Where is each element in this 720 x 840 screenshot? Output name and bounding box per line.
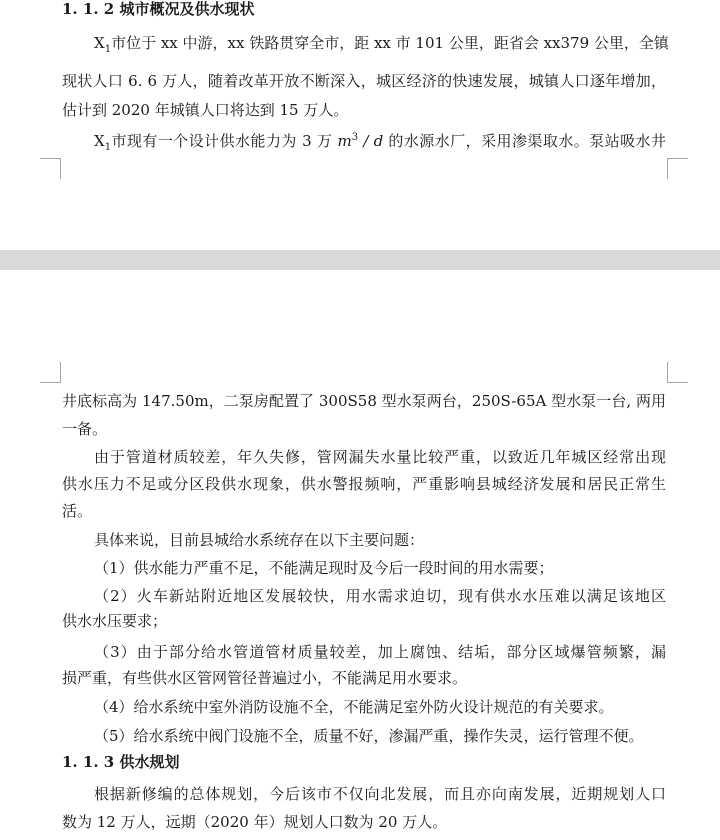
margin-corner-mark: [667, 158, 688, 179]
paragraph-line: 根据新修编的总体规划，今后该市不仅向北发展，而且亦向南发展，近期规划人口: [94, 785, 666, 803]
x-subscript: 1: [104, 142, 112, 153]
paragraph-line: 井底标高为 147.50m，二泵房配置了 300S58 型水泵两台，250S-65A 型水泵一台, 两用: [62, 392, 666, 410]
paragraph-line: 活。: [62, 502, 93, 520]
list-item: （1）供水能力严重不足，不能满足现时及今后一段时间的用水需要；: [94, 559, 554, 577]
unit-d: d: [373, 132, 384, 150]
margin-corner-mark: [40, 362, 61, 383]
paragraph-line: 估计到 2020 年城镇人口将达到 15 万人。: [62, 101, 349, 119]
paragraph-text: 市位于 xx 中游，xx 铁路贯穿全市，距 xx 市 101 公里，距省会 xx379 公里，全镇: [111, 34, 669, 52]
list-item: （4）给水系统中室外消防设施不全，不能满足室外防火设计规范的有关要求。: [94, 698, 614, 716]
paragraph-text: 的水源水厂，采用渗渠取水。泵站吸水井: [383, 132, 666, 150]
heading-number: 1. 1. 2: [62, 0, 115, 18]
unit-separator: /: [358, 132, 374, 150]
margin-corner-mark: [667, 362, 688, 383]
margin-corner-mark: [40, 158, 61, 179]
paragraph-text: 市现有一个设计供水能力为 3 万: [111, 132, 338, 150]
list-item: （5）给水系统中阀门设施不全，质量不好，渗漏严重，操作失灵，运行管理不便。: [94, 727, 644, 745]
paragraph-line: [94, 33, 669, 55]
x-label: X: [94, 34, 105, 52]
page-separator: [0, 250, 720, 270]
x-label: X: [94, 132, 105, 150]
paragraph-line: 具体来说，目前县城给水系统存在以下主要问题：: [94, 531, 425, 549]
heading-title: 供水规划: [119, 753, 180, 771]
unit-superscript: 3: [351, 132, 359, 143]
heading-title: 城市概况及供水现状: [119, 0, 255, 18]
paragraph-line: 一备。: [62, 420, 108, 438]
unit-m: m: [337, 132, 352, 150]
paragraph-line: 由于管道材质较差，年久失修，管网漏失水量比较严重，以致近几年城区经常出现: [94, 448, 666, 466]
document-page-upper: [0, 0, 720, 250]
paragraph-line: 供水压力不足或分区段供水现象，供水警报频响，严重影响县城经济发展和居民正常生: [62, 475, 666, 493]
x-subscript: 1: [104, 44, 112, 55]
list-item-continuation: 损严重，有些供水区管网管径普遍过小，不能满足用水要求。: [62, 669, 468, 687]
section-heading-1-1-3: [62, 752, 666, 772]
paragraph-line: [94, 131, 666, 151]
section-heading-1-1-2: [62, 0, 666, 18]
document-page-lower: [0, 270, 720, 840]
heading-number: 1. 1. 3: [62, 753, 115, 771]
paragraph-line: 数为 12 万人，远期（2020 年）规划人口数为 20 万人。: [62, 813, 448, 831]
list-item-continuation: 供水水压要求；: [62, 612, 168, 630]
paragraph-line: 现状人口 6. 6 万人，随着改革开放不断深入，城区经济的快速发展，城镇人口逐年增加，: [62, 72, 666, 90]
list-item: （3）由于部分给水管道管材质量较差，加上腐蚀、结垢，部分区域爆管频繁，漏: [94, 643, 666, 661]
list-item: （2）火车新站附近地区发展较快，用水需求迫切，现有供水水压难以满足该地区: [94, 587, 666, 605]
